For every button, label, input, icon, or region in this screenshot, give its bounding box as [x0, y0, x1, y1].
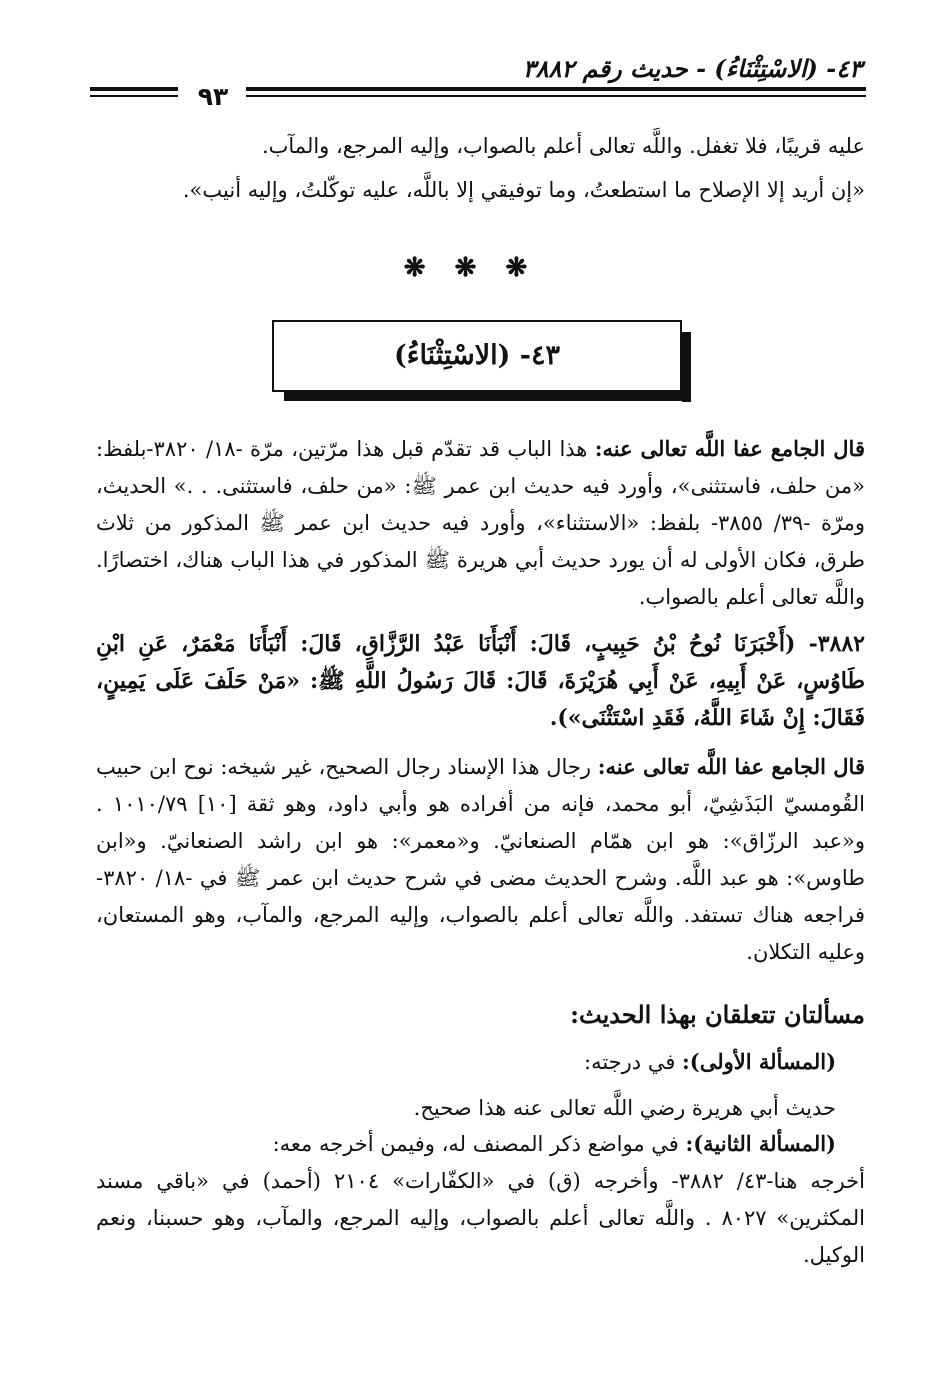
- running-head-title: ٤٣- (الاسْتِثْنَاءُ) - حديث رقم ٣٨٨٢: [522, 54, 862, 83]
- commentary-paragraph-2: [96, 748, 865, 971]
- issue-1-answer: حديث أبي هريرة رضي اللَّه تعالى عنه هذا صحيح.: [413, 1096, 836, 1120]
- commentary-text: هذا الباب قد تقدّم قبل هذا مرّتين، مرّة -١٨/ ٣٨٢٠-بلفظ: «من حلف، فاستثنى»، وأورد فيه حديث ابن عمر ﷺ: «من حلف، فاستثنى. . .» الحديث، ومرّة -٣٩/ ٣٨٥٥- بلفظ: «الاستثناء»، وأورد فيه حديث ابن عمر ﷺ المذكور من ثلاث طرق، فكان الأولى له أن يورد حديث أبي هريرة ﷺ المذكور في هذا الباب هناك، اختصارًا. واللَّه تعالى أعلم بالصواب.: [96, 437, 865, 609]
- chapter-box-shadow-bottom: [284, 392, 691, 401]
- header-rule-right-bottom: [246, 95, 866, 97]
- issue-1-label: (المسألة الأولى):: [682, 1049, 836, 1074]
- commentary-lead: قال الجامع عفا اللَّه تعالى عنه:: [597, 754, 865, 779]
- header-rule-left-top: [90, 87, 178, 91]
- issue-1-line: [96, 1043, 836, 1081]
- page-number: ٩٣: [197, 82, 229, 111]
- issue-2-line: [96, 1125, 836, 1163]
- intro-quote-paragraph: «إن أريد إلا الإصلاح ما استطعتُ، وما توفيقي إلا باللَّه، عليه توكّلتُ، وإليه أنيب».: [182, 178, 865, 202]
- issue-2-label: (المسألة الثانية):: [685, 1131, 836, 1156]
- hadith-paragraph: [96, 626, 865, 737]
- issue-2-answer: أخرجه هنا-٤٣/ ٣٨٨٢- وأخرجه (ق) في «الكفّارات» ٢١٠٤ (أحمد) في «باقي مسند المكثرين» ٨٠٢٧ . واللَّه تعالى أعلم بالصواب، وإليه المرجع، والمآب، وهو حسبنا، ونعم الوكيل.: [96, 1169, 865, 1267]
- header-rule-left-bottom: [90, 95, 178, 97]
- header-rule-right-top: [246, 87, 866, 91]
- hadith-text: (أَخْبَرَنَا نُوحُ بْنُ حَبِيبٍ، قَالَ: أَنْبَأَنَا عَبْدُ الرَّزَّاقِ، قَالَ: أَنْبَأَنَا مَعْمَرٌ، عَنِ ابْنِ طَاوُسٍ، عَنْ أَبِيهِ، عَنْ أَبِي هُرَيْرَةَ، قَالَ: قَالَ رَسُولُ اللَّهِ ﷺ: «مَنْ حَلَفَ عَلَى يَمِينٍ، فَقَالَ: إِنْ شَاءَ اللَّهُ، فَقَدِ اسْتَثْنَى»).: [96, 631, 865, 731]
- issue-2-text: في مواضع ذكر المصنف له، وفيمن أخرجه معه:: [272, 1132, 686, 1156]
- intro-paragraph-1: عليه قريبًا، فلا تغفل. واللَّه تعالى أعلم بالصواب، وإليه المرجع، والمآب.: [261, 134, 865, 158]
- hadith-number: ٣٨٨٢-: [808, 631, 865, 657]
- section-separator-stars: ❋ ❋ ❋: [403, 253, 538, 283]
- chapter-title: ٤٣- (الاسْتِثْنَاءُ): [393, 340, 561, 371]
- section-heading: مسألتان تتعلقان بهذا الحديث:: [570, 1000, 865, 1029]
- commentary-paragraph-1: [96, 430, 865, 616]
- issue-1-text: في درجته:: [584, 1050, 683, 1074]
- commentary-text: رجال هذا الإسناد رجال الصحيح، غير شيخه: نوح ابن حبيب القُومسيّ البَذَشِيّ، أبو محمد، فإنه من أفراده هو وأبي داود، وهو ثقة [١٠] ١٠١٠/٧٩ . و«عبد الرزّاق»: هو ابن همّام الصنعانيّ. و«معمر»: هو ابن راشد الصنعانيّ. و«ابن طاوس»: هو عبد اللَّه. وشرح الحديث مضى في شرح حديث ابن عمر ﷺ في -١٨/ ٣٨٢٠- فراجعه هناك تستفد. واللَّه تعالى أعلم بالصواب، وإليه المرجع، والمآب، وهو المستعان، وعليه التكلان.: [96, 755, 865, 964]
- commentary-lead: قال الجامع عفا اللَّه تعالى عنه:: [594, 436, 865, 461]
